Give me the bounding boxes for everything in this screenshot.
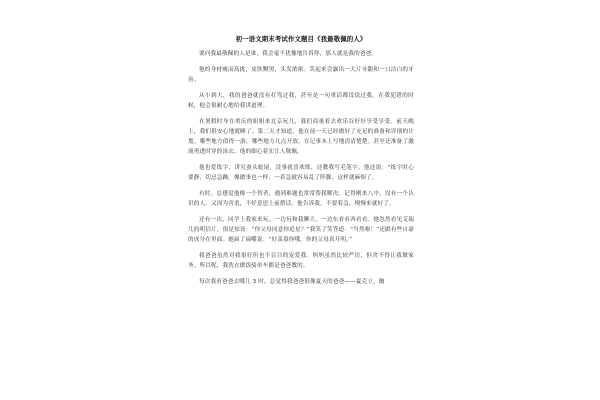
document-sheet bbox=[188, 34, 414, 400]
paragraph: 还有一次，同学上我家来玩。一边玩和我聊天，一边东看看西看看。她忽然看见艾瑞儿的明信片，很是惊讶：“你父母同意你追星？”我笑了笑答道：“当然啦！”还跟有些自豪的成分在里面。她扁了扁嘴说：“好羡慕你哦，你的父母真开明。” bbox=[188, 217, 414, 243]
paragraph: 从小到大，我的爸爸就没有打骂过我，甚至是一句重话都没说过我。在我犯错的时候，他会很耐心地给我讲道理。 bbox=[188, 93, 414, 109]
paragraph: 每次我看爸爸去哪儿 3 时，总觉得我爸爸很像夏天的爸爸——夏克立，幽 bbox=[199, 279, 385, 285]
paragraph: 有时，总感觉他像一个智者，遇到难题也常常帮我解决。记得刚来八中，没有一个认识的人，又因为害羞，不好意思上前搭话。他告诉我，不要着急，慢慢来就好了。 bbox=[188, 191, 414, 207]
paragraph: 在暑假时身在重庆的姐姐来北京玩儿，我们商量着去欢乐谷好好享受享受。前天晚上，我们很安心地就睡了。第二天才知道，他在前一天已经做好了充足的准备和详细的计划。哪些地方值得一游，哪些地方几点开放，在记事本上写地清清楚楚。甚至还准备了激流勇进时穿的泳衣。他的细心着实让人敬佩。 bbox=[188, 119, 414, 155]
paragraph: 他的身材瘦而高挑，皮肤黝黑，头发浓密。笑起来会露出一大片牙龈和一口洁白的牙齿。 bbox=[188, 67, 414, 83]
document-title: 初一语文期末考试作文题目《我最敬佩的人》 bbox=[235, 35, 367, 43]
paragraph: 要问我最敬佩的人是谁，我会毫不犹豫地告诉你，那人就是我的爸爸。 bbox=[199, 51, 378, 57]
paragraph: 我爸爸虽然对我很好但也不盲目的宠爱我。妈妈虽然比较严厉，但舍不得让我做家务。所以呢，我洗衣做饭骑单车都是爸爸教的。 bbox=[188, 253, 414, 269]
paragraph: 他也爱练字，讲究蚕头蛇尾，没事就喜欢练，还教我写毛笔字。他还说：“练字时心要静，切忌急躁。像做事也一样，一着急就容易乱了阵脚，这样就麻烦了。 bbox=[188, 165, 414, 181]
